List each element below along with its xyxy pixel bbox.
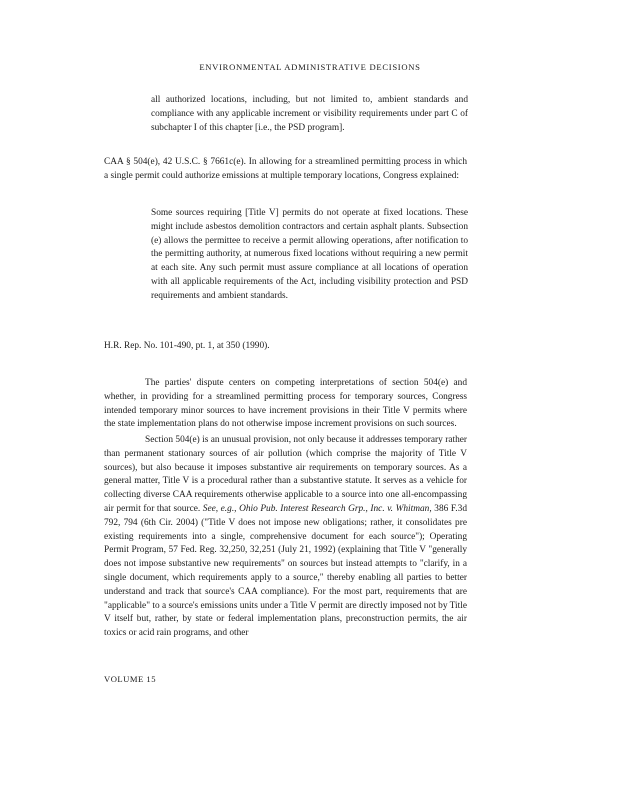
paragraph-2-text: The parties' dispute centers on competing interpretations of section 504(e) and whether, in providing for a streamlined permitting process for temporary sources, Congress intended temporary minor sources to have increment provisions in their Title V permits where the state implementation plans do not otherwise impose increment provisions on such sources. [104,378,467,430]
volume-footer: VOLUME 15 [104,674,157,684]
block-quote-top [151,94,468,135]
paragraph-1-text: CAA § 504(e), 42 U.S.C. § 7661c(e). In allowing for a streamlined permitting process in which a single permit could authorize emissions at multiple temporary locations, Congress explained: [104,157,467,181]
paragraph-2 [104,377,467,432]
running-header: ENVIRONMENTAL ADMINISTRATIVE DECISIONS [199,62,421,72]
citation-line: H.R. Rep. No. 101-490, pt. 1, at 350 (1990). [104,341,270,351]
quote-top-text: all authorized locations, including, but not limited to, ambient standards and compliance with any applicable increment or visibility requirements under part C of subchapter I of this chapter [i.e., the PSD program]. [151,95,468,133]
paragraph-3 [104,434,467,641]
case-citation-signal: See, e.g., Ohio Pub. Interest Research Grp., Inc. v. Whitman, [202,503,432,514]
paragraph-1 [104,156,467,184]
paragraph-3-text-part2: 386 F.3d 792, 794 (6th Cir. 2004) ("Title V does not impose new obligations; rather, it consolidates pre existing requirements into a single, comprehensive document for each source"); Operating Permit Program, 57 Fed. Reg. 32,250, 32,251 (July 21, 1992) (explaining that Title V "generally does not impose substantive new requirements" on sources but instead attempts to "clarify, in a single document, which requirements apply to a source," thereby enabling all parties to better understand and track that source's CAA compliance). For the most part, requirements that are "applicable" to a source's emissions units under a Title V permit are directly imposed not by Title V itself but, rather, by state or federal implementation plans, preconstruction permits, the air toxics or acid rain programs, and other [104,503,467,639]
block-quote-legislative-history [151,207,468,304]
quote-block-text: Some sources requiring [Title V] permits do not operate at fixed locations. These might include asbestos demolition contractors and certain asphalt plants. Subsection (e) allows the permittee to receive a permit allowing operations, after notification to the permitting authority, at numerous fixed locations without requiring a new permit at each site. Any such permit must assure compliance at all locations of operation with all applicable requirements of the Act, including visibility protection and PSD requirements and ambient standards. [151,208,468,301]
paragraph-3-text-part1: Section 504(e) is an unusual provision, not only because it addresses temporary rather than permanent stationary sources of air pollution (which comprise the majority of Title V sources), but also because it imposes substantive air requirements on temporary sources. As a general matter, Title V is a procedural rather than a substantive statute. It serves as a vehicle for collecting diverse CAA requirements otherwise applicable to a source into one all-encompassing air permit for that source. [104,435,467,514]
